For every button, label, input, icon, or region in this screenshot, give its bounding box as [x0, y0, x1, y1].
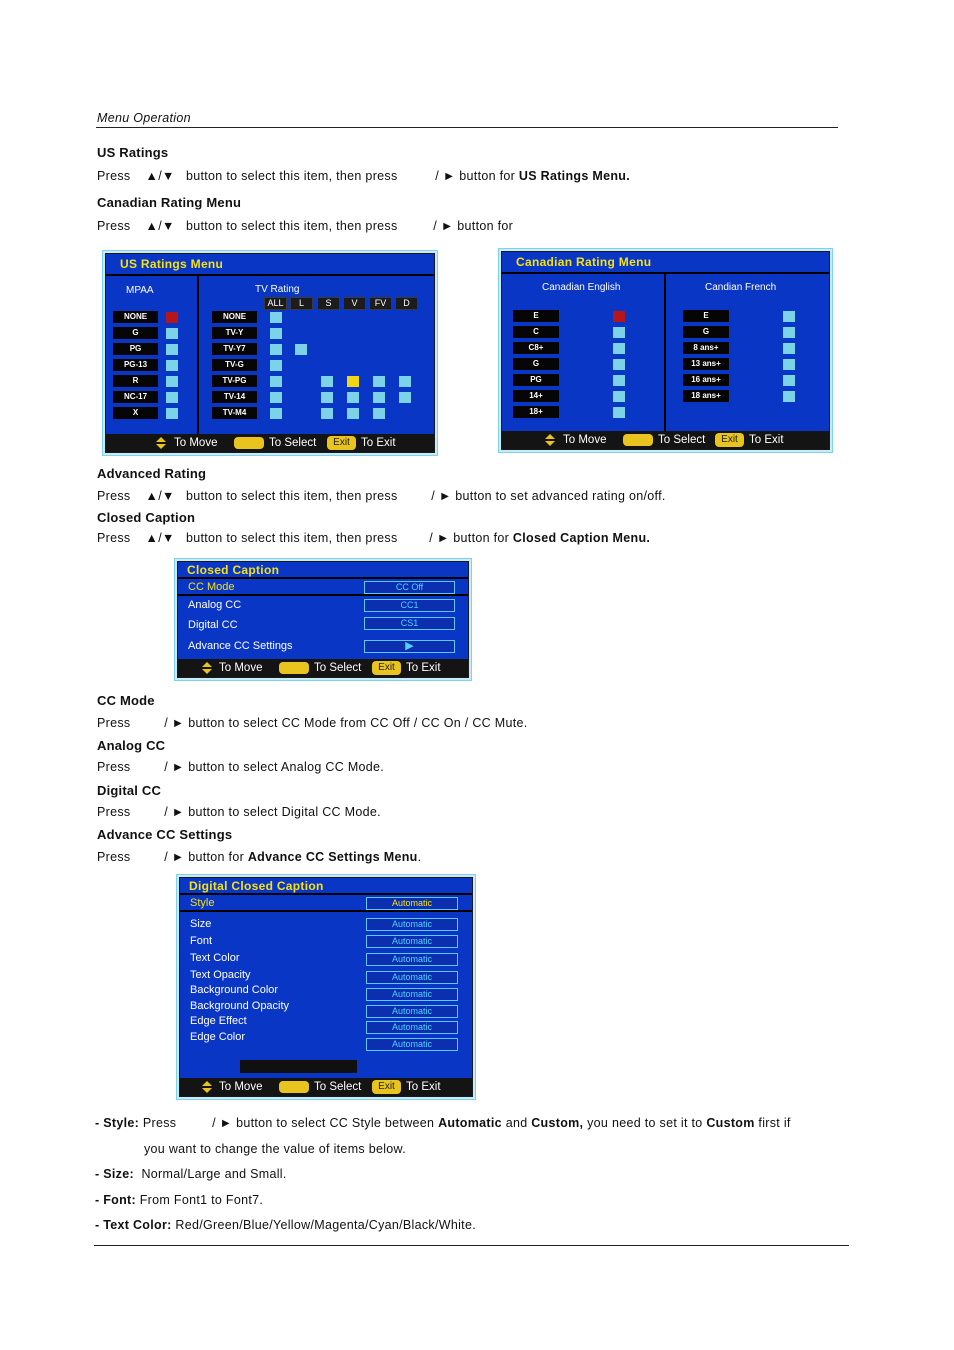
tv-lock-box[interactable]: [270, 312, 282, 323]
ok-button-icon: [623, 434, 653, 446]
right-arrow-icon: / ►: [212, 1116, 233, 1130]
english-lock-box[interactable]: [613, 311, 625, 322]
dcc-row-label[interactable]: Edge Color: [190, 1031, 246, 1043]
up-down-icon: [545, 434, 555, 446]
footer-move: To Move: [219, 662, 263, 674]
english-rating-label: 18+: [513, 406, 559, 418]
tv-rating-label: TV-14: [212, 391, 257, 403]
french-rating-label: 13 ans+: [683, 358, 729, 370]
english-lock-box[interactable]: [613, 343, 625, 354]
right-arrow-icon: / ►: [431, 489, 452, 503]
mpaa-lock-box[interactable]: [166, 376, 178, 387]
selection-line: [180, 910, 472, 912]
tab-all[interactable]: ALL: [264, 297, 287, 310]
menu-footer: [502, 431, 829, 449]
mpaa-lock-box[interactable]: [166, 312, 178, 323]
dcc-menu-title: Digital Closed Caption: [180, 878, 472, 895]
footer-exit: To Exit: [406, 662, 441, 674]
tv-lock-box[interactable]: [270, 328, 282, 339]
french-rating-label: 16 ans+: [683, 374, 729, 386]
tv-lock-box[interactable]: [347, 408, 359, 419]
footer-move: To Move: [219, 1081, 263, 1093]
tv-lock-box[interactable]: [373, 376, 385, 387]
header-rule: [96, 127, 838, 128]
right-arrow-icon: / ►: [164, 805, 185, 819]
selection-line: [178, 594, 468, 596]
closed-caption-text: Press ▲/▼ button to select this item, then press / ► button for Closed Caption Menu.: [97, 531, 651, 545]
english-lock-box[interactable]: [613, 359, 625, 370]
advanced-rating-heading: Advanced Rating: [97, 466, 207, 481]
advanced-rating-text: Press ▲/▼ button to select this item, then press / ► button to set advanced rating on/off.: [97, 489, 666, 503]
edge-color-value[interactable]: Automatic: [366, 1038, 458, 1051]
english-rating-label: C: [513, 326, 559, 338]
digital-cc-heading: Digital CC: [97, 783, 162, 798]
french-rating-label: G: [683, 326, 729, 338]
right-arrow-icon: / ►: [164, 850, 185, 864]
mpaa-lock-box[interactable]: [166, 392, 178, 403]
mpaa-label: NONE: [113, 311, 158, 323]
style-value[interactable]: Automatic: [366, 897, 458, 910]
advance-cc-text: Press / ► button for Advance CC Settings Menu.: [97, 850, 422, 864]
right-arrow-icon: / ►: [429, 531, 450, 545]
up-down-icon: ▲/▼: [145, 531, 175, 545]
french-lock-box[interactable]: [783, 391, 795, 402]
english-lock-box[interactable]: [613, 391, 625, 402]
dcc-row-label[interactable]: Background Color: [190, 984, 279, 996]
tv-lock-box[interactable]: [270, 360, 282, 371]
up-down-icon: [202, 1081, 212, 1093]
tv-lock-box[interactable]: [270, 344, 282, 355]
mpaa-lock-box[interactable]: [166, 344, 178, 355]
cc-row-label[interactable]: Digital CC: [188, 619, 238, 631]
mpaa-label: X: [113, 407, 158, 419]
tv-lock-box[interactable]: [321, 408, 333, 419]
up-down-icon: ▲/▼: [145, 219, 175, 233]
column-divider: [664, 274, 666, 431]
tab-s[interactable]: S: [317, 297, 340, 310]
cc-menu-title: Closed Caption: [178, 562, 468, 579]
tv-lock-box[interactable]: [347, 392, 359, 403]
canadian-french-header: Candian French: [705, 282, 777, 293]
footer-select: To Select: [314, 662, 362, 674]
canadian-english-header: Canadian English: [542, 282, 621, 293]
footer-exit: To Exit: [406, 1081, 441, 1093]
tv-rating-label: TV-Y: [212, 327, 257, 339]
cc-row-label[interactable]: Analog CC: [188, 599, 242, 611]
up-down-icon: [202, 662, 212, 674]
page-header: Menu Operation: [97, 111, 191, 125]
us-ratings-menu: [105, 253, 435, 453]
exit-button-icon: Exit: [372, 661, 401, 675]
tab-fv[interactable]: FV: [369, 297, 392, 310]
up-down-icon: [156, 437, 166, 449]
up-down-icon: ▲/▼: [145, 169, 175, 183]
canadian-rating-menu: [501, 251, 830, 450]
font-value[interactable]: Automatic: [366, 935, 458, 948]
english-rating-label: E: [513, 310, 559, 322]
tv-rating-label: TV-PG: [212, 375, 257, 387]
tv-lock-box[interactable]: [270, 392, 282, 403]
french-lock-box[interactable]: [783, 327, 795, 338]
footer-exit: To Exit: [361, 437, 396, 449]
note-size: - Size: Normal/Large and Small.: [95, 1167, 287, 1181]
mpaa-label: PG-13: [113, 359, 158, 371]
tv-rating-label: NONE: [212, 311, 257, 323]
tv-lock-box[interactable]: [399, 376, 411, 387]
analog-cc-value[interactable]: CC1: [364, 599, 455, 612]
menu-footer: [180, 1078, 472, 1096]
french-lock-box[interactable]: [783, 311, 795, 322]
canadian-text: Press ▲/▼ button to select this item, then press / ► button for: [97, 219, 514, 233]
caption-preview-box: [240, 1060, 357, 1073]
us-ratings-text: Press ▲/▼ button to select this item, then press / ► button for US Ratings Menu.: [97, 169, 630, 183]
column-divider: [197, 276, 199, 434]
cc-row-label[interactable]: Advance CC Settings: [188, 640, 293, 652]
french-rating-label: 18 ans+: [683, 390, 729, 402]
background-color-value[interactable]: Automatic: [366, 988, 458, 1001]
english-lock-box[interactable]: [613, 407, 625, 418]
mpaa-label: NC-17: [113, 391, 158, 403]
tv-lock-box[interactable]: [373, 392, 385, 403]
closed-caption-menu: [177, 561, 469, 678]
dcc-row-label[interactable]: Background Opacity: [190, 1000, 290, 1012]
us-ratings-heading: US Ratings: [97, 145, 169, 160]
mpaa-label: R: [113, 375, 158, 387]
background-opacity-value[interactable]: Automatic: [366, 1005, 458, 1018]
dcc-row-label[interactable]: Edge Effect: [190, 1015, 247, 1027]
english-rating-label: 14+: [513, 390, 559, 402]
canadian-heading: Canadian Rating Menu: [97, 195, 242, 210]
text-color-value[interactable]: Automatic: [366, 953, 458, 966]
right-arrow-icon: / ►: [164, 716, 185, 730]
tv-lock-box[interactable]: [373, 408, 385, 419]
ok-button-icon: [234, 437, 264, 449]
menu-footer: [106, 434, 434, 452]
us-menu-title: US Ratings Menu: [106, 254, 434, 276]
mpaa-lock-box[interactable]: [166, 408, 178, 419]
tv-rating-label: TV-Y7: [212, 343, 257, 355]
text-opacity-value[interactable]: Automatic: [366, 971, 458, 984]
digital-closed-caption-menu: [179, 877, 473, 1097]
right-arrow-icon: / ►: [164, 760, 185, 774]
ok-button-icon: [279, 1081, 309, 1093]
dcc-row-label[interactable]: Style: [190, 897, 215, 909]
mpaa-label: G: [113, 327, 158, 339]
french-rating-label: E: [683, 310, 729, 322]
dcc-row-label[interactable]: Text Color: [190, 952, 240, 964]
up-down-icon: ▲/▼: [145, 489, 175, 503]
tv-lock-box[interactable]: [270, 376, 282, 387]
note-style: - Style: Press / ► button to select CC Style between Automatic and Custom, you need to set it to Custom first if: [95, 1116, 791, 1130]
tv-rating-label: TV-G: [212, 359, 257, 371]
closed-caption-heading: Closed Caption: [97, 510, 196, 525]
english-rating-label: C8+: [513, 342, 559, 354]
tv-lock-box[interactable]: [399, 392, 411, 403]
french-lock-box[interactable]: [783, 359, 795, 370]
right-arrow-icon: / ►: [435, 169, 456, 183]
exit-button-icon: Exit: [715, 433, 744, 447]
ca-menu-title: Canadian Rating Menu: [502, 252, 829, 274]
mpaa-header: MPAA: [126, 285, 154, 296]
tab-d[interactable]: D: [395, 297, 418, 310]
tab-v[interactable]: V: [343, 297, 366, 310]
cc-mode-text: Press / ► button to select CC Mode from CC Off / CC On / CC Mute.: [97, 716, 528, 730]
french-lock-box[interactable]: [783, 343, 795, 354]
analog-cc-text: Press / ► button to select Analog CC Mode.: [97, 760, 385, 774]
english-rating-label: G: [513, 358, 559, 370]
advance-cc-arrow-icon[interactable]: ▶: [364, 640, 455, 653]
footer-move: To Move: [563, 434, 607, 446]
tv-lock-box[interactable]: [321, 392, 333, 403]
right-arrow-icon: / ►: [433, 219, 454, 233]
mpaa-label: PG: [113, 343, 158, 355]
english-lock-box[interactable]: [613, 327, 625, 338]
note-text-color: - Text Color: Red/Green/Blue/Yellow/Magenta/Cyan/Black/White.: [95, 1218, 476, 1232]
cc-mode-value[interactable]: CC Off: [364, 581, 455, 594]
footer-rule: [94, 1245, 849, 1246]
tv-rating-header: TV Rating: [255, 284, 300, 295]
french-rating-label: 8 ans+: [683, 342, 729, 354]
digital-cc-value[interactable]: CS1: [364, 617, 455, 630]
tab-l[interactable]: L: [290, 297, 313, 310]
footer-move: To Move: [174, 437, 218, 449]
tv-lock-box[interactable]: [321, 376, 333, 387]
edge-effect-value[interactable]: Automatic: [366, 1021, 458, 1034]
tv-lock-box-selected[interactable]: [347, 376, 359, 387]
tv-rating-label: TV-M4: [212, 407, 257, 419]
french-lock-box[interactable]: [783, 375, 795, 386]
cc-mode-heading: CC Mode: [97, 693, 155, 708]
digital-cc-text: Press / ► button to select Digital CC Mode.: [97, 805, 381, 819]
analog-cc-heading: Analog CC: [97, 738, 166, 753]
dcc-row-label[interactable]: Size: [190, 918, 212, 930]
mpaa-lock-box[interactable]: [166, 328, 178, 339]
size-value[interactable]: Automatic: [366, 918, 458, 931]
mpaa-lock-box[interactable]: [166, 360, 178, 371]
footer-select: To Select: [269, 437, 317, 449]
note-font: - Font: From Font1 to Font7.: [95, 1193, 264, 1207]
footer-select: To Select: [314, 1081, 362, 1093]
note-style-line2: you want to change the value of items below.: [144, 1142, 406, 1156]
footer-select: To Select: [658, 434, 706, 446]
english-lock-box[interactable]: [613, 375, 625, 386]
english-rating-label: PG: [513, 374, 559, 386]
menu-footer: [178, 659, 468, 677]
dcc-row-label[interactable]: Text Opacity: [190, 969, 251, 981]
exit-button-icon: Exit: [327, 436, 356, 450]
cc-row-label[interactable]: CC Mode: [188, 581, 235, 593]
tv-lock-box[interactable]: [270, 408, 282, 419]
advance-cc-heading: Advance CC Settings: [97, 827, 233, 842]
ok-button-icon: [279, 662, 309, 674]
tv-lock-box[interactable]: [295, 344, 307, 355]
dcc-row-label[interactable]: Font: [190, 935, 213, 947]
footer-exit: To Exit: [749, 434, 784, 446]
exit-button-icon: Exit: [372, 1080, 401, 1094]
